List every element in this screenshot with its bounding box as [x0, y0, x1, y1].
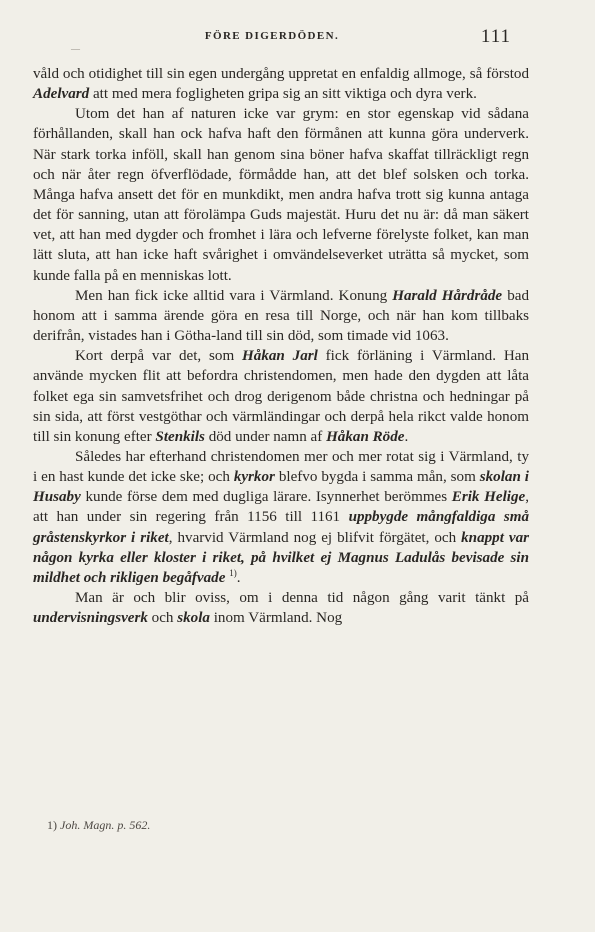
text-run: bad honom att i samma ärende göra en resa till Norge, och när han kom tillbaks derifrån, vistades han i Götha-land till sin död, som timade vid 1063.: [33, 287, 529, 345]
emphasized-text: kyrkor: [233, 469, 275, 486]
paragraph: [33, 104, 529, 285]
text-run: Således har efterhand christendomen mer och mer rotat sig i Värmland, ty i en hast kunde det icke ske; och: [33, 448, 529, 486]
emphasized-text: Håkan Jarl: [242, 348, 318, 365]
text-run: , hvarvid Värmland nog ej blifvit förgätet, och: [168, 529, 462, 546]
text-run: blefvo bygda i samma mån, som: [274, 469, 480, 486]
running-title: FÖRE DIGERDÖDEN.: [204, 30, 340, 42]
emphasized-text: uppbygde mångfaldiga små gråstenskyrkor i riket: [33, 509, 529, 546]
text-run: att med mera fogligheten gripa sig an sitt viktiga och dyra verk.: [89, 86, 477, 103]
text-run: , att han under sin regering från 1156 till 1161: [33, 489, 529, 526]
emphasized-text: Adelvard: [33, 86, 90, 103]
emphasized-text: skola: [177, 610, 210, 627]
paragraph: [33, 346, 529, 447]
text-run: .: [404, 428, 409, 445]
body-text: [33, 64, 529, 628]
text-run: fick förläning i Värmland. Han använde mycken flit att befordra christendomen, men hade den dygden att låta folket ega sin samvetsfrihet och drog derigenom både christna och hedningar på sin sida, att först vestgöthar och värmländingar och derpå hela rikct valde honom till sin konung efter: [33, 348, 529, 445]
paragraph: [33, 64, 529, 104]
text-run: kunde förse dem med dugliga lärare. Isynnerhet berömmes: [80, 489, 452, 506]
text-run: Kort derpå var det, som: [75, 348, 243, 365]
page-header: [33, 26, 511, 48]
emphasized-text: skolan i Husaby: [33, 469, 529, 506]
text-run: och: [147, 610, 178, 627]
emphasized-text: Harald Hårdråde: [392, 287, 503, 304]
text-run: Men han fick icke alltid vara i Värmland. Konung: [75, 287, 393, 304]
footnote-text: Joh. Magn. p. 562.: [60, 818, 151, 832]
emphasized-text: Erik Helige: [451, 489, 526, 506]
emphasized-text: Stenkils: [155, 428, 205, 445]
paragraph: [33, 286, 529, 346]
emphasized-text: undervisningsverk: [33, 610, 148, 627]
header-ornament: —: [71, 44, 80, 54]
footnote-reference: 1): [229, 567, 237, 578]
text-run: död under namn af: [204, 428, 327, 445]
page-number: 111: [480, 26, 511, 47]
footnote-marker: 1): [47, 818, 57, 832]
emphasized-text: Håkan Röde: [326, 428, 405, 445]
emphasized-text: knappt var någon kyrka eller kloster i riket, på hvilket ej Magnus Ladulås bevisade sin mildhet och rikligen begåfvade: [33, 529, 529, 586]
paragraph: [33, 447, 529, 588]
paragraph: [33, 588, 529, 628]
text-run: våld och otidighet till sin egen undergång uppretat en enfaldig allmoge, så förstod: [33, 66, 529, 82]
text-run: inom Värmland. Nog: [209, 610, 343, 627]
text-run: Man är och blir oviss, om i denna tid någon gång varit tänkt på: [75, 590, 529, 607]
footnote: [47, 818, 150, 833]
text-run: Utom det han af naturen icke var grym: en stor egenskap vid sådana förhållanden, skall han ock hafva haft den förmånen att kunna göra underverk. När stark torka inföll, skall han genom sina böner hafva skaffat tillräckligt regn och när åter regn öfverflödade, förmådde han, att det blef solsken och torka. Många hafva ansett det för en munkdikt, men andra hafva trott sig kunna antaga det för sanning, utan att förolämpa Guds majestät. Huru det nu är: då man säkert vet, att han med dygder och fromhet i lära och lefverne förelyste folket, kan man lätt sluta, att han icke haft svårighet i omvändelseverket uträtta så mycket, som kunde falla på en menniskas lott.: [33, 106, 529, 284]
text-run: .: [236, 569, 241, 586]
